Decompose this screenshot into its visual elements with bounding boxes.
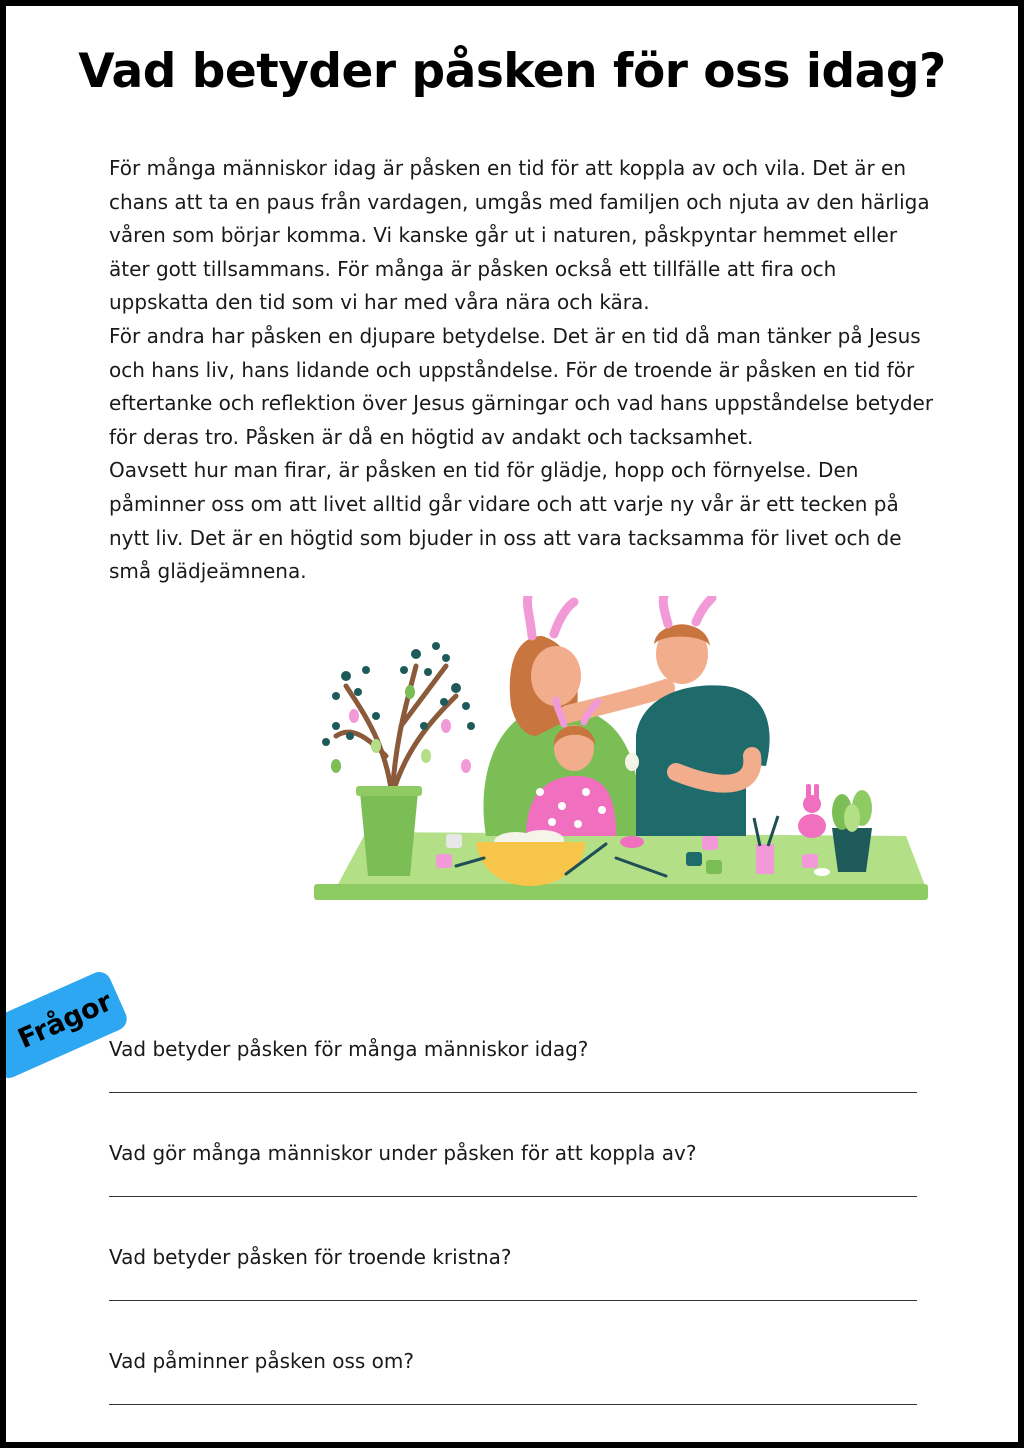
brush-cup — [756, 844, 774, 874]
easter-family-painting-eggs-illustration — [306, 596, 936, 906]
answer-line[interactable] — [109, 1092, 917, 1093]
question-item — [109, 1034, 921, 1138]
question-text: Vad gör många människor under påsken för att koppla av? — [109, 1141, 697, 1165]
question-text: Vad påminner påsken oss om? — [109, 1349, 415, 1373]
question-item — [109, 1242, 921, 1346]
question-item — [109, 1346, 921, 1448]
question-text: Vad betyder påsken för troende kristna? — [109, 1245, 512, 1269]
answer-line[interactable] — [109, 1196, 917, 1197]
easter-tree — [336, 666, 456, 796]
page-title: Vad betyder påsken för oss idag? — [78, 44, 946, 99]
reading-text — [109, 152, 939, 589]
bunny-figurine — [798, 784, 826, 838]
potted-plant — [832, 790, 872, 872]
question-item — [109, 1138, 921, 1242]
paragraph-1: För många människor idag är påsken en tid för att koppla av och vila. Det är en chans att ta en paus från vardagen, umgås med familjen och njuta av den härliga våren som börjar komma. Vi kanske går ut i naturen, påskpyntar hemmet eller äter gott tillsammans. För många är påsken också ett tillfälle att fira och uppskatta den tid som vi har med våra nära och kära. — [109, 156, 930, 315]
answer-line[interactable] — [109, 1404, 917, 1405]
flower-pot — [360, 792, 418, 876]
table-edge — [314, 884, 928, 900]
questions-tag-label: Frågor — [13, 985, 117, 1055]
father-figure — [636, 596, 770, 836]
paragraph-3: Oavsett hur man firar, är påsken en tid för glädje, hopp och förnyelse. Den påminner oss om att livet alltid går vidare och att varje ny vår är ett tecken på nytt liv. Det är en högtid som bjuder in oss att vara tacksamma för livet och de små glädjeämnena. — [109, 458, 902, 584]
answer-line[interactable] — [109, 1300, 917, 1301]
question-text: Vad betyder påsken för många människor idag? — [109, 1037, 589, 1061]
paragraph-2: För andra har påsken en djupare betydelse. Det är en tid då man tänker på Jesus och hans liv, hans lidande och uppståndelse. För de troende är påsken en tid för eftertanke och reflektion över Jesus gärningar och vad hans uppståndelse betyder för deras tro. Påsken är då en högtid av andakt och tacksamhet. — [109, 323, 934, 449]
questions-list — [109, 1034, 921, 1448]
